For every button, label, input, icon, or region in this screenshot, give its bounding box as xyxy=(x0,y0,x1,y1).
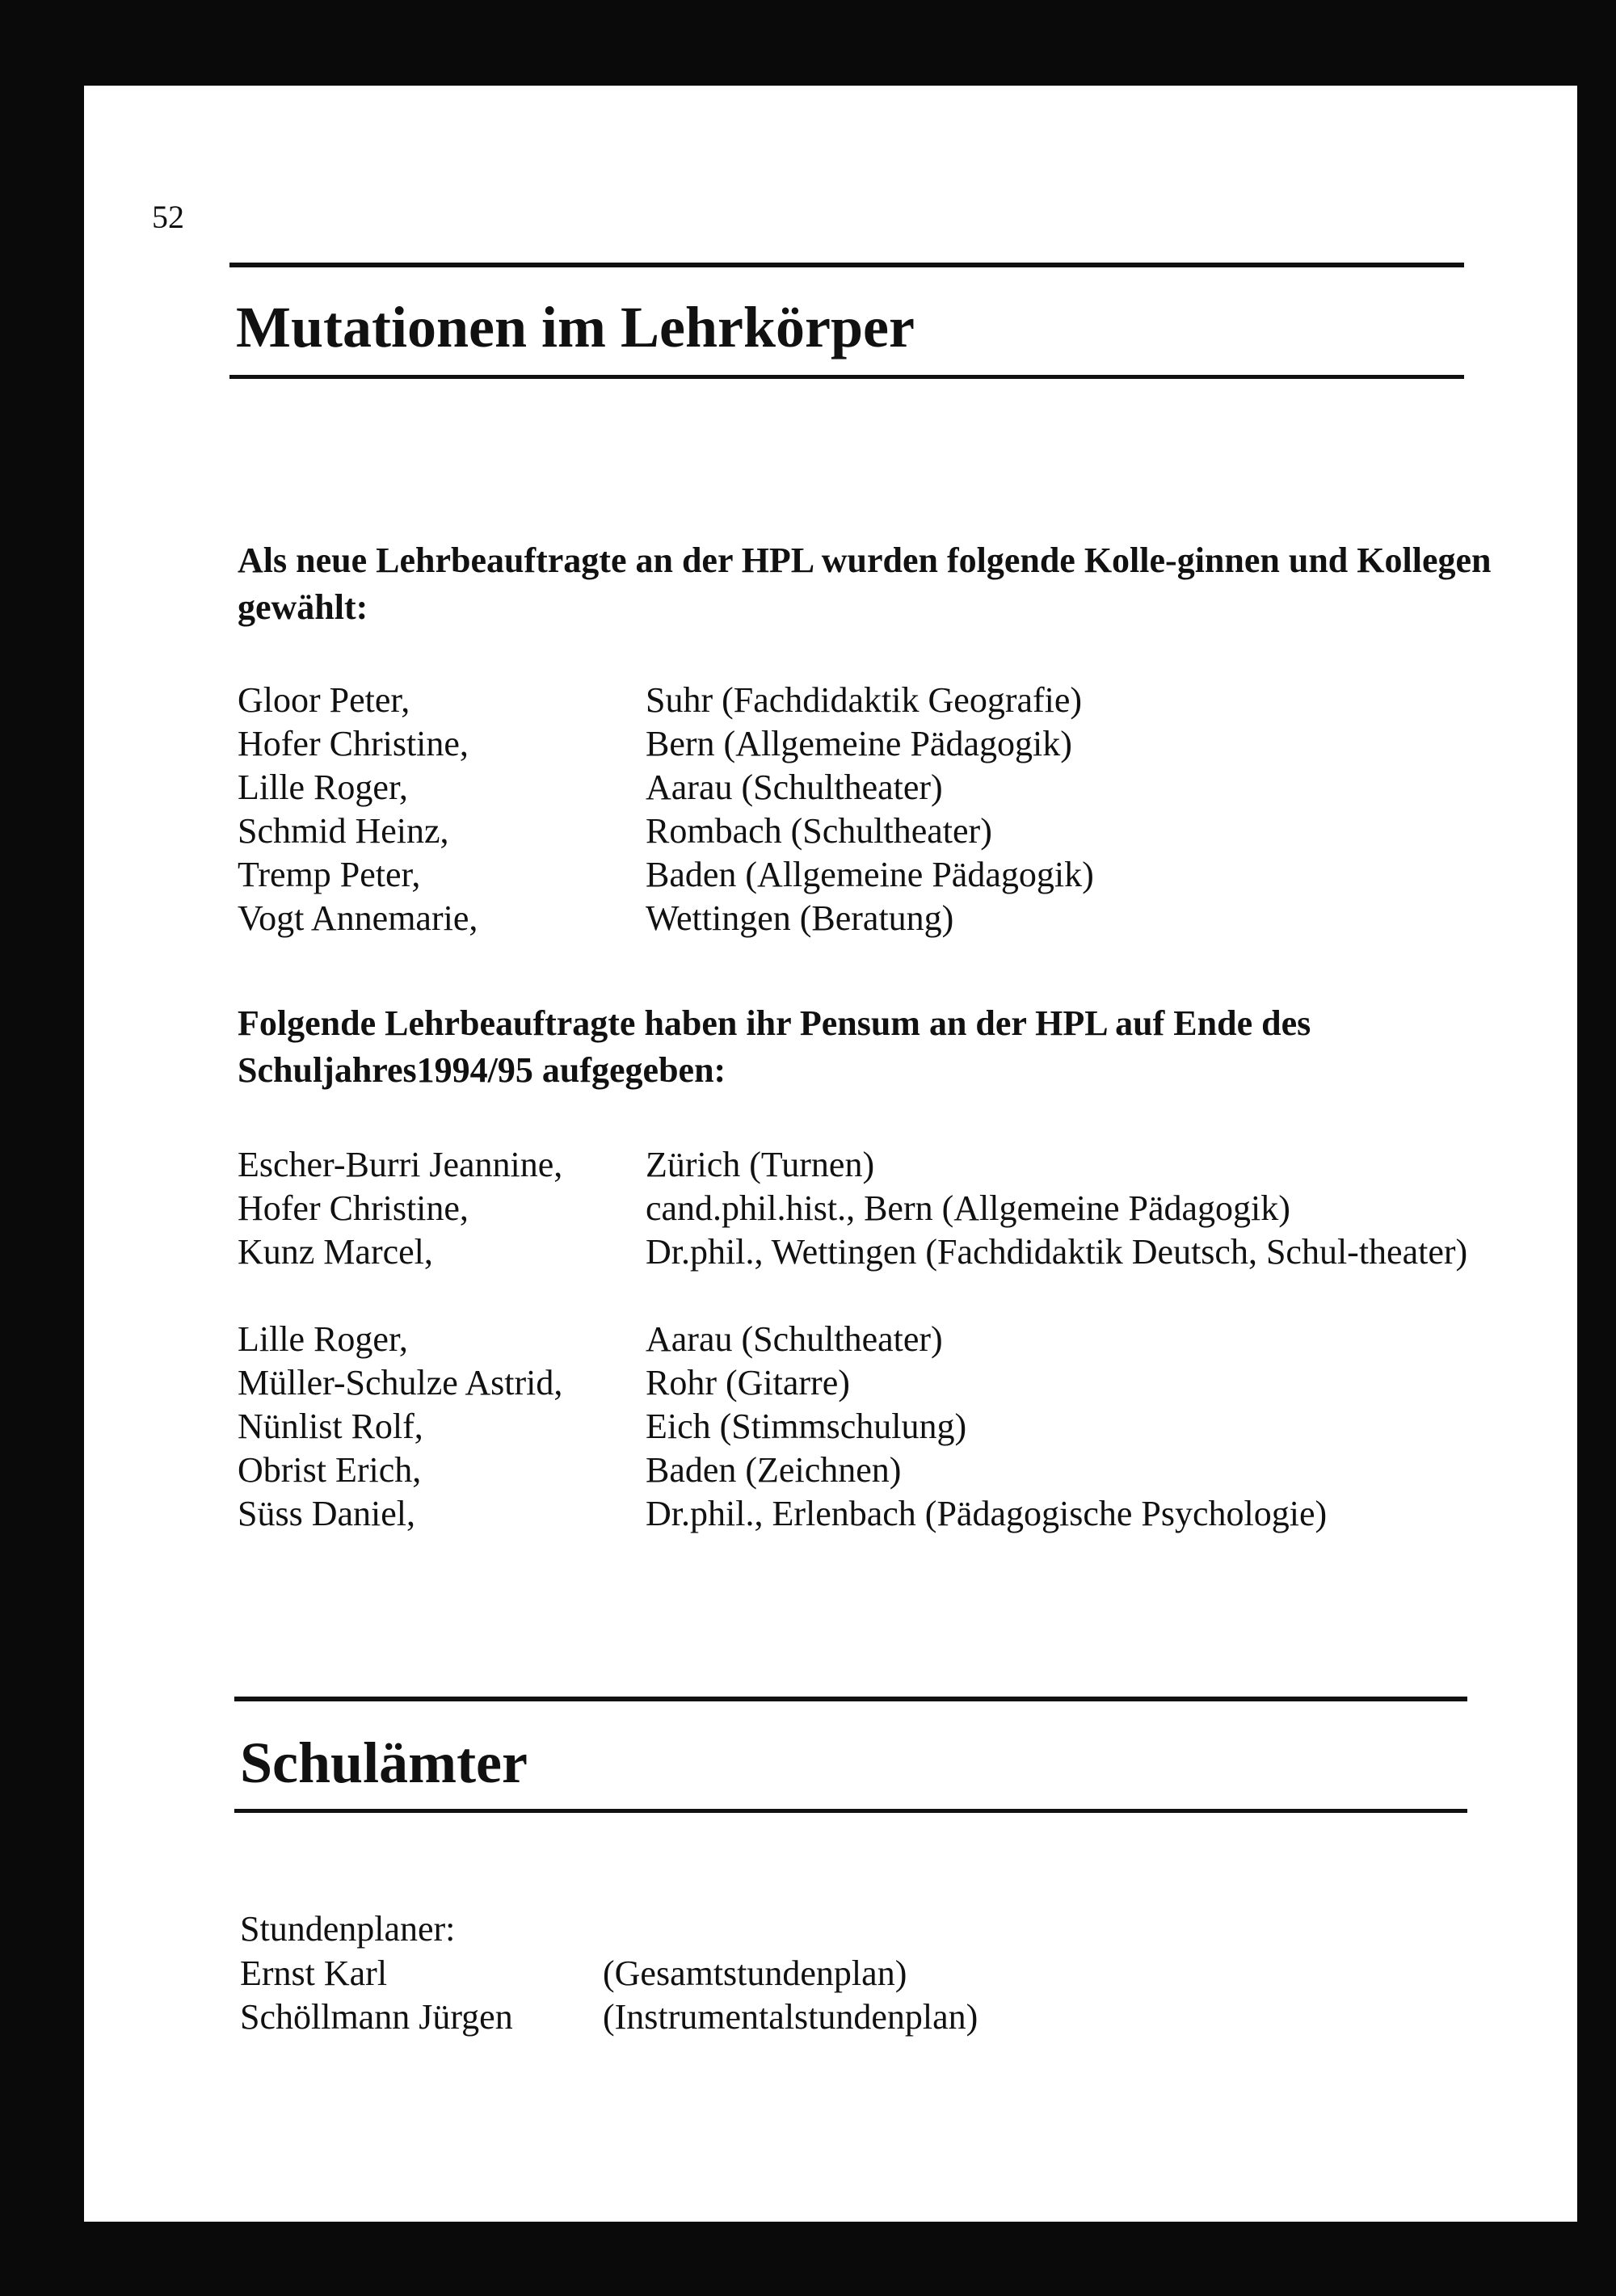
teacher-name: Escher-Burri Jeannine, xyxy=(238,1145,563,1184)
teacher-detail: Aarau (Schultheater) xyxy=(646,767,943,807)
teacher-detail: Zürich (Turnen) xyxy=(646,1145,875,1184)
leaving-teachers-intro: Folgende Lehrbeauftragte haben ihr Pensum an der HPL auf Ende des Schuljahres1994/95 aufgegeben: xyxy=(238,1003,1311,1090)
page-number: 52 xyxy=(152,199,184,235)
teacher-name: Schmid Heinz, xyxy=(238,811,449,851)
teacher-detail: Wettingen (Beratung) xyxy=(646,898,954,938)
teacher-name: Kunz Marcel, xyxy=(238,1232,433,1272)
planer-name: Schöllmann Jürgen xyxy=(240,1997,513,2037)
teacher-name: Lille Roger, xyxy=(238,1319,408,1359)
teacher-detail: cand.phil.hist., Bern (Allgemeine Pädagogik) xyxy=(646,1188,1290,1228)
teacher-name: Hofer Christine, xyxy=(238,724,469,763)
teacher-detail: Baden (Zeichnen) xyxy=(646,1450,902,1490)
teacher-name: Hofer Christine, xyxy=(238,1188,469,1228)
teacher-name: Nünlist Rolf, xyxy=(238,1407,423,1446)
teacher-name: Vogt Annemarie, xyxy=(238,898,478,938)
planer-detail: (Instrumentalstundenplan) xyxy=(603,1997,978,2037)
teacher-detail: Aarau (Schultheater) xyxy=(646,1319,943,1359)
teacher-name: Süss Daniel, xyxy=(238,1494,415,1533)
planer-detail: (Gesamtstundenplan) xyxy=(603,1953,907,1993)
teacher-name: Müller-Schulze Astrid, xyxy=(238,1363,563,1402)
teacher-name: Tremp Peter, xyxy=(238,855,421,894)
teacher-detail: Dr.phil., Wettingen (Fachdidaktik Deutsch, Schul-theater) xyxy=(646,1232,1468,1272)
teacher-name: Obrist Erich, xyxy=(238,1450,422,1490)
teacher-detail: Baden (Allgemeine Pädagogik) xyxy=(646,855,1094,894)
section-title-schulaemter: Schulämter xyxy=(240,1730,528,1795)
title-underline xyxy=(229,375,1464,379)
teacher-detail: Eich (Stimmschulung) xyxy=(646,1407,967,1446)
teacher-name: Gloor Peter, xyxy=(238,680,410,720)
planer-name: Ernst Karl xyxy=(240,1953,388,1993)
teacher-name: Lille Roger, xyxy=(238,767,408,807)
teacher-detail: Dr.phil., Erlenbach (Pädagogische Psychologie) xyxy=(646,1494,1328,1533)
teacher-detail: Suhr (Fachdidaktik Geografie) xyxy=(646,680,1083,720)
teacher-detail: Bern (Allgemeine Pädagogik) xyxy=(646,724,1072,763)
top-rule xyxy=(229,263,1464,267)
teacher-detail: Rombach (Schultheater) xyxy=(646,811,992,851)
section-divider-rule xyxy=(234,1697,1467,1701)
new-teachers-intro: Als neue Lehrbeauftragte an der HPL wurden folgende Kolle-ginnen und Kollegen gewählt: xyxy=(238,540,1492,627)
title-underline xyxy=(234,1809,1467,1813)
planer-label: Stundenplaner: xyxy=(240,1909,456,1949)
teacher-detail: Rohr (Gitarre) xyxy=(646,1363,850,1402)
section-title-mutationen: Mutationen im Lehrkörper xyxy=(236,295,915,360)
